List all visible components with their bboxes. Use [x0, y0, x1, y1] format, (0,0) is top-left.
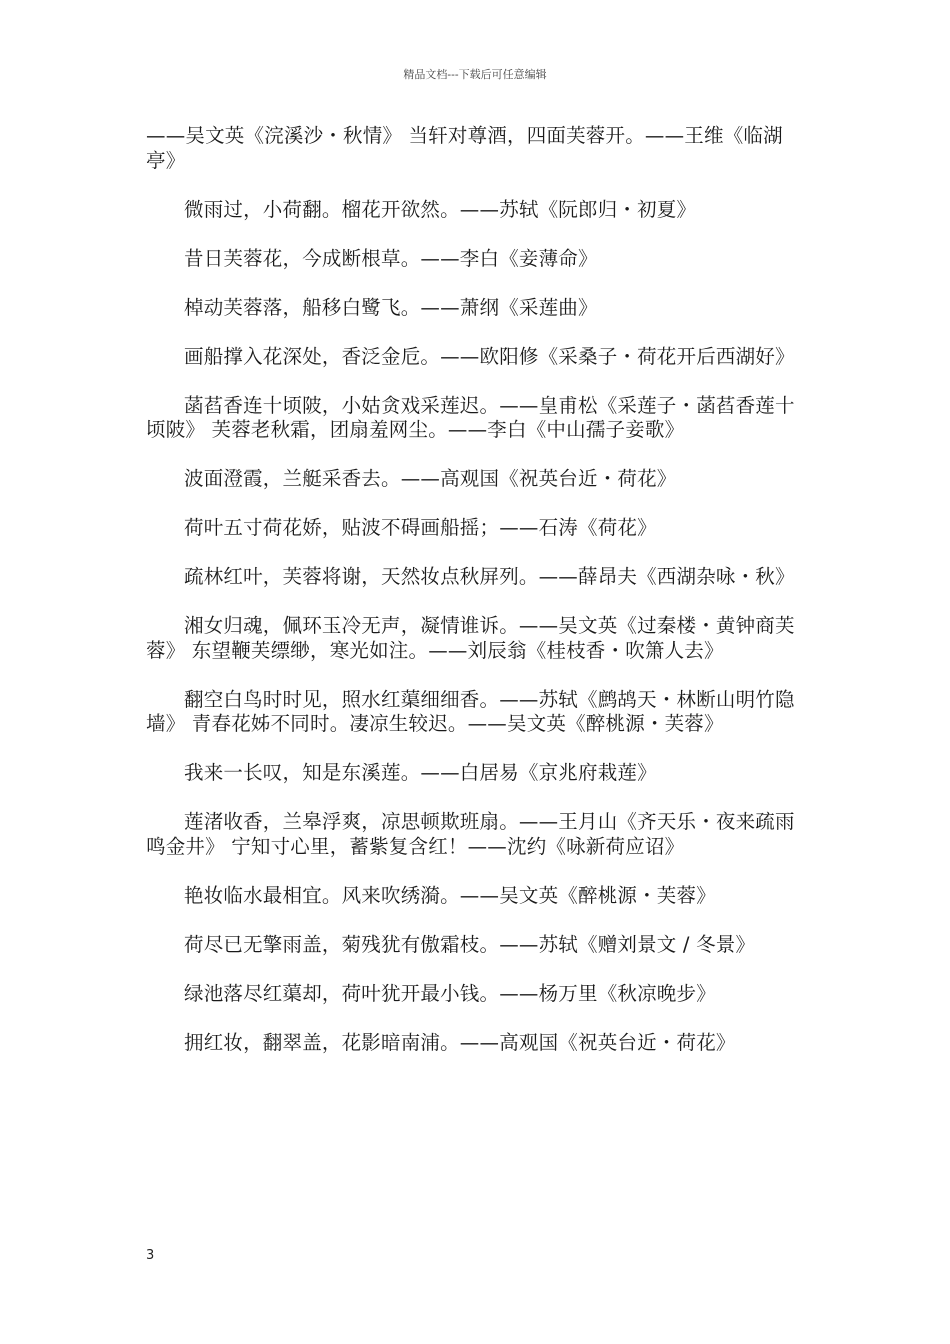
page-number: 3	[146, 1248, 155, 1263]
poem-line: 微雨过，小荷翻。榴花开欲然。——苏轼《阮郎归・初夏》	[184, 197, 697, 221]
poem-line: 翻空白鸟时时见，照水红蕖细细香。——苏轼《鹧鸪天・林断山明竹隐墙》 青春花姊不同时。凄凉生较迟。——吴文英《醉桃源・芙蓉》	[146, 687, 795, 735]
poem-line: 我来一长叹，知是东溪莲。——白居易《京兆府栽莲》	[184, 761, 657, 784]
poem-line: 荷叶五寸荷花娇，贴波不碍画船摇；——石涛《荷花》	[184, 516, 657, 539]
poem-line: 湘女归魂，佩环玉冷无声，凝情谁诉。——吴文英《过秦楼・黄钟商芙蓉》 东望鞭芙缥缈，寒光如注。——刘辰翁《桂枝香・吹箫人去》	[146, 614, 795, 662]
poem-line: ——吴文英《浣溪沙・秋情》 当轩对尊酒，四面芙蓉开。——王维《临湖亭》	[146, 124, 783, 172]
poem-line: 艳妆临水最相宜。风来吹绣漪。——吴文英《醉桃源・芙蓉》	[184, 883, 716, 907]
poem-line: 昔日芙蓉花，今成断根草。——李白《妾薄命》	[184, 246, 598, 270]
document-body	[146, 124, 812, 1080]
poem-line: 绿池落尽红蕖却，荷叶犹开最小钱。——杨万里《秋凉晚步》	[184, 981, 716, 1005]
poem-line: 画船撑入花深处，香泛金卮。——欧阳修《采桑子・荷花开后西湖好》	[184, 344, 795, 368]
page-header: 精品文档---下载后可任意编辑	[403, 68, 547, 81]
poem-line: 波面澄霞，兰艇采香去。——高观国《祝英台近・荷花》	[184, 467, 677, 490]
poem-line: 菡萏香连十顷陂，小姑贪戏采莲迟。——皇甫松《采莲子・菡萏香莲十顷陂》 芙蓉老秋霜，团扇羞网尘。——李白《中山孺子妾歌》	[146, 393, 795, 441]
poem-line: 疏林红叶，芙蓉将谢，天然妆点秋屏列。——薛昂夫《西湖杂咏・秋》	[184, 565, 795, 588]
poem-line: 拥红妆，翻翠盖，花影暗南浦。——高观国《祝英台近・荷花》	[184, 1030, 736, 1054]
poem-line: 棹动芙蓉落，船移白鹭飞。——萧纲《采莲曲》	[184, 295, 598, 319]
poem-line: 荷尽已无擎雨盖，菊残犹有傲霜枝。——苏轼《赠刘景文 / 冬景》	[184, 932, 756, 956]
poem-line: 莲渚收香，兰皋浮爽，凉思顿欺班扇。——王月山《齐天乐・夜来疏雨鸣金井》 宁知寸心里，蓄紫复含红！——沈约《咏新荷应诏》	[146, 810, 795, 858]
